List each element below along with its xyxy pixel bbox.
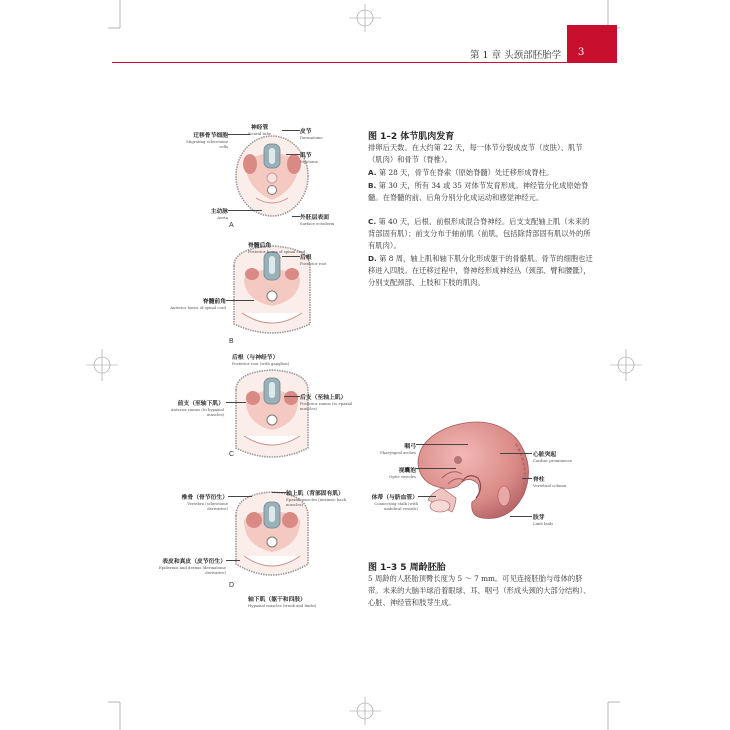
leader-line: [282, 130, 300, 131]
label-posterior-root: 后根 Posterior root: [300, 255, 327, 266]
leader-line: [272, 492, 286, 493]
chapter-title: 第 1 章 头颈部胚胎学: [470, 50, 562, 61]
label-vertebra: 椎骨（骨节衍生） Vertebra (sclerotome derivative): [181, 495, 228, 511]
figure-1-2-item-d: D. 第 8 周，轴上肌和轴下肌分化形成躯干的骨骼肌。骨节的细胞也迁移进入四肢。在迁移过程中，脊神经形成神经丛（颈部、臂和腰骶），分别支配颈部、上肢和下肢的肌肉。: [368, 254, 593, 288]
registration-mark-top: [345, 1, 385, 35]
crop-mark-top-left: [88, 0, 128, 40]
label-migrating-sclerotome: 迁移骨节细胞 Migrating sclerotome cells: [186, 133, 228, 149]
leader-line: [228, 210, 262, 211]
registration-mark-bottom: [345, 694, 385, 728]
leader-line: [226, 300, 254, 301]
crop-mark-bottom-right: [600, 690, 640, 730]
figure-1-2-item-b: B. 第 30 天，所有 34 或 35 对体节发育形成。神经管分化成原始脊髓。在脊髓的前、后角分别分化成运动和感觉神经元。: [368, 181, 589, 203]
label-connecting-stalk: 体蒂（与脐血管） Connecting stalk (with umbilical vessels): [371, 495, 418, 511]
leader-line: [284, 396, 300, 397]
leader-line: [522, 478, 532, 479]
label-aorta: 主动脉 Aorta: [210, 209, 228, 220]
panel-a-letter: A: [229, 222, 234, 229]
label-epaxial-muscles: 轴上肌（背部固有肌） Epaxial muscles (intrinsic back muscles): [286, 491, 347, 507]
leader-line: [226, 560, 240, 561]
embryo-5-week-illustration: [412, 418, 538, 530]
panel-d-letter: D: [229, 582, 235, 589]
label-dermatome: 皮节 Dermatome: [300, 129, 323, 140]
leader-line: [510, 516, 532, 517]
label-myotome: 肌节 Myotome: [300, 153, 318, 164]
leader-line: [292, 216, 300, 217]
header-rule: [112, 62, 567, 63]
crop-mark-bottom-left: [88, 690, 128, 730]
page-number-tab: [567, 25, 617, 63]
page-number: 3: [578, 47, 585, 58]
figure-1-2-caption-title: 图 1–2 体节肌肉发育: [368, 132, 455, 142]
label-posterior-horns: 脊髓后角 Posterior horns of spinal cord: [248, 243, 306, 254]
label-anterior-horns: 脊髓前角 Anterior horns of spinal cord: [170, 299, 226, 310]
leader-line: [228, 134, 250, 135]
panel-b-letter: B: [229, 338, 234, 345]
leader-line: [286, 154, 300, 155]
panel-c-illustration: [236, 370, 308, 457]
label-hypaxial-muscles: 轴下肌（躯干和四肢） Hypaxial muscles (trunk and limbs): [248, 597, 317, 608]
panel-c-letter: C: [229, 451, 235, 458]
label-posterior-root-ganglion: 后根（与神经节） Posterior root (with ganglion): [232, 355, 290, 366]
label-anterior-ramus: 前支（至轴下肌） Anterior ramus (to hypaxial muscles): [170, 401, 224, 417]
label-optic-vesicles: 视囊泡 Optic vesicles: [389, 468, 416, 479]
label-surface-ectoderm: 外胚层表面 Surface ectoderm: [300, 215, 335, 226]
registration-mark-left: [84, 345, 120, 385]
label-epidermis-dermis: 表皮和真皮（皮节衍生） Epidermis and dermis (dermatome derivative): [158, 559, 226, 575]
label-neural-tube: 神经管 Neural tube: [248, 125, 272, 136]
figure-1-2-illustrations: [222, 128, 322, 608]
label-pharyngeal-arches: 咽弓 Pharyngeal arches: [380, 444, 416, 455]
panel-b-illustration: [234, 246, 310, 333]
figure-1-2-intro: 排卵后天数。在大约第 22 天，每一体节分裂成皮节（皮肤）、肌节（肌肉）和骨节（脊椎）。: [368, 143, 583, 165]
leader-line: [418, 496, 436, 497]
leader-line: [228, 496, 252, 497]
figure-1-2-item-a: A. 第 28 天，骨节在脊索（原始脊髓）处迁移形成脊柱。: [368, 168, 554, 177]
leader-line: [416, 444, 468, 445]
label-posterior-ramus: 后支（至轴上肌） Posterior ramus (to epaxial muscles): [300, 395, 353, 411]
figure-1-3-caption-title: 图 1–3 5 周龄胚胎: [368, 563, 446, 573]
panel-a-illustration: [236, 136, 308, 216]
leader-line: [282, 256, 300, 257]
leader-line: [226, 402, 246, 403]
leader-line: [500, 453, 532, 454]
figure-1-3-caption-text: 5 周龄的人胚胎顶臀长度为 5 ～ 7 mm。可见连接胚胎与母体的脐带。未来的大脑半球沿着眼球、耳、咽弓（形成头颈的大部分结构）、心脏、神经管和肢芽生成。: [368, 574, 591, 608]
leader-line: [416, 468, 456, 469]
label-cardiac-prominence: 心脏突起 Cardiac prominence: [533, 452, 573, 463]
figure-1-2-item-c: C. 第 40 天，后根、前根形成混合脊神经。后支支配轴上肌（未来的背部固有肌）；前支分布于轴前肌（前肌，包括除背部固有肌以外的所有肌肉）。: [368, 217, 591, 251]
registration-mark-right: [608, 345, 644, 385]
label-limb-buds: 肢芽 Limb buds: [533, 515, 554, 526]
label-vertebral-column: 脊柱 Vertebral column: [533, 477, 567, 488]
